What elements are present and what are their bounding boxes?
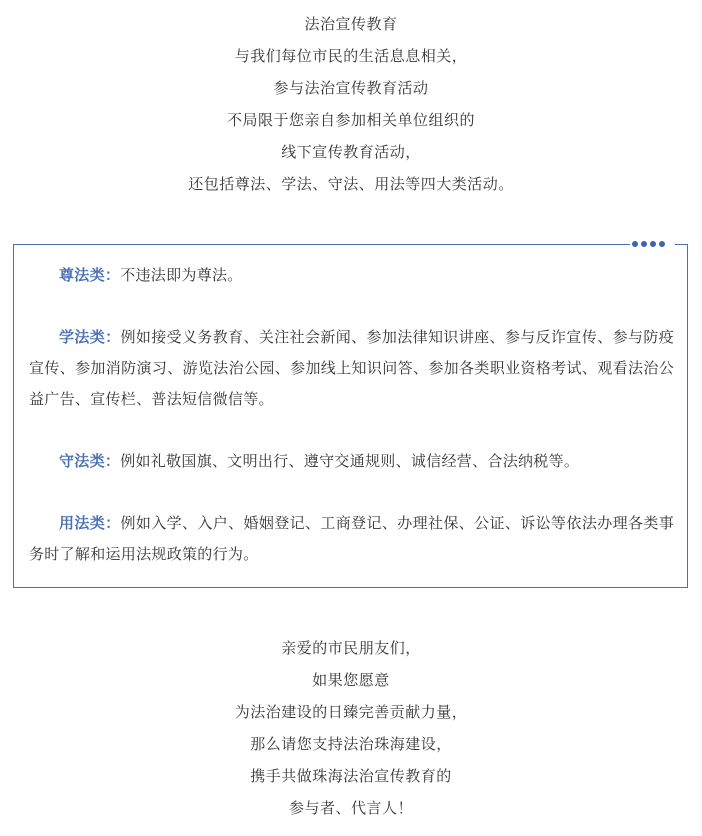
intro-line: 与我们每位市民的生活息息相关，	[234, 47, 468, 65]
intro-section	[0, 8, 702, 200]
dot-icon	[659, 241, 665, 247]
category-text: 例如礼敬国旗、文明出行、遵守交通规则、诚信经营、合法纳税等。	[120, 452, 580, 470]
dot-icon	[641, 241, 647, 247]
category-label: 守法类：	[59, 452, 121, 470]
outro-line: 携手共做珠海法治宣传教育的	[250, 767, 452, 785]
category-label: 用法类：	[59, 514, 121, 532]
category-text: 不违法即为尊法。	[120, 266, 243, 284]
outro-line: 为法治建设的日臻完善贡献力量，	[234, 703, 468, 721]
category-learn-law	[29, 322, 674, 415]
category-label: 尊法类：	[59, 266, 121, 284]
category-respect-law	[29, 260, 674, 291]
outro-line: 亲爱的市民朋友们，	[281, 639, 421, 657]
activity-categories-box	[13, 244, 688, 588]
box-top-border	[14, 244, 630, 245]
outro-line: 那么请您支持法治珠海建设，	[250, 735, 452, 753]
intro-line: 参与法治宣传教育活动	[273, 79, 429, 97]
intro-line: 法治宣传教育	[304, 15, 398, 33]
category-label: 学法类：	[59, 328, 121, 346]
box-top-border-right	[675, 244, 687, 245]
category-text: 例如接受义务教育、关注社会新闻、参加法律知识讲座、参与反诈宣传、参与防疫宣传、参加消防演习、游览法治公园、参加线上知识问答、参加各类职业资格考试、观看法治公益广告、宣传栏、普法短信微信等。	[29, 328, 674, 408]
intro-line: 还包括尊法、学法、守法、用法等四大类活动。	[188, 175, 514, 193]
category-text: 例如入学、入户、婚姻登记、工商登记、办理社保、公证、诉讼等依法办理各类事务时了解和运用法规政策的行为。	[29, 514, 674, 563]
outro-section	[0, 632, 702, 824]
intro-line: 线下宣传教育活动，	[281, 143, 421, 161]
categories-content	[29, 260, 674, 570]
intro-line: 不局限于您亲自参加相关单位组织的	[226, 111, 475, 129]
dot-icon	[650, 241, 656, 247]
category-obey-law	[29, 446, 674, 477]
dot-icon	[632, 241, 638, 247]
outro-line: 参与者、代言人！	[288, 799, 413, 817]
decorative-dots-icon	[632, 241, 665, 247]
outro-line: 如果您愿意	[312, 671, 390, 689]
category-use-law	[29, 508, 674, 570]
